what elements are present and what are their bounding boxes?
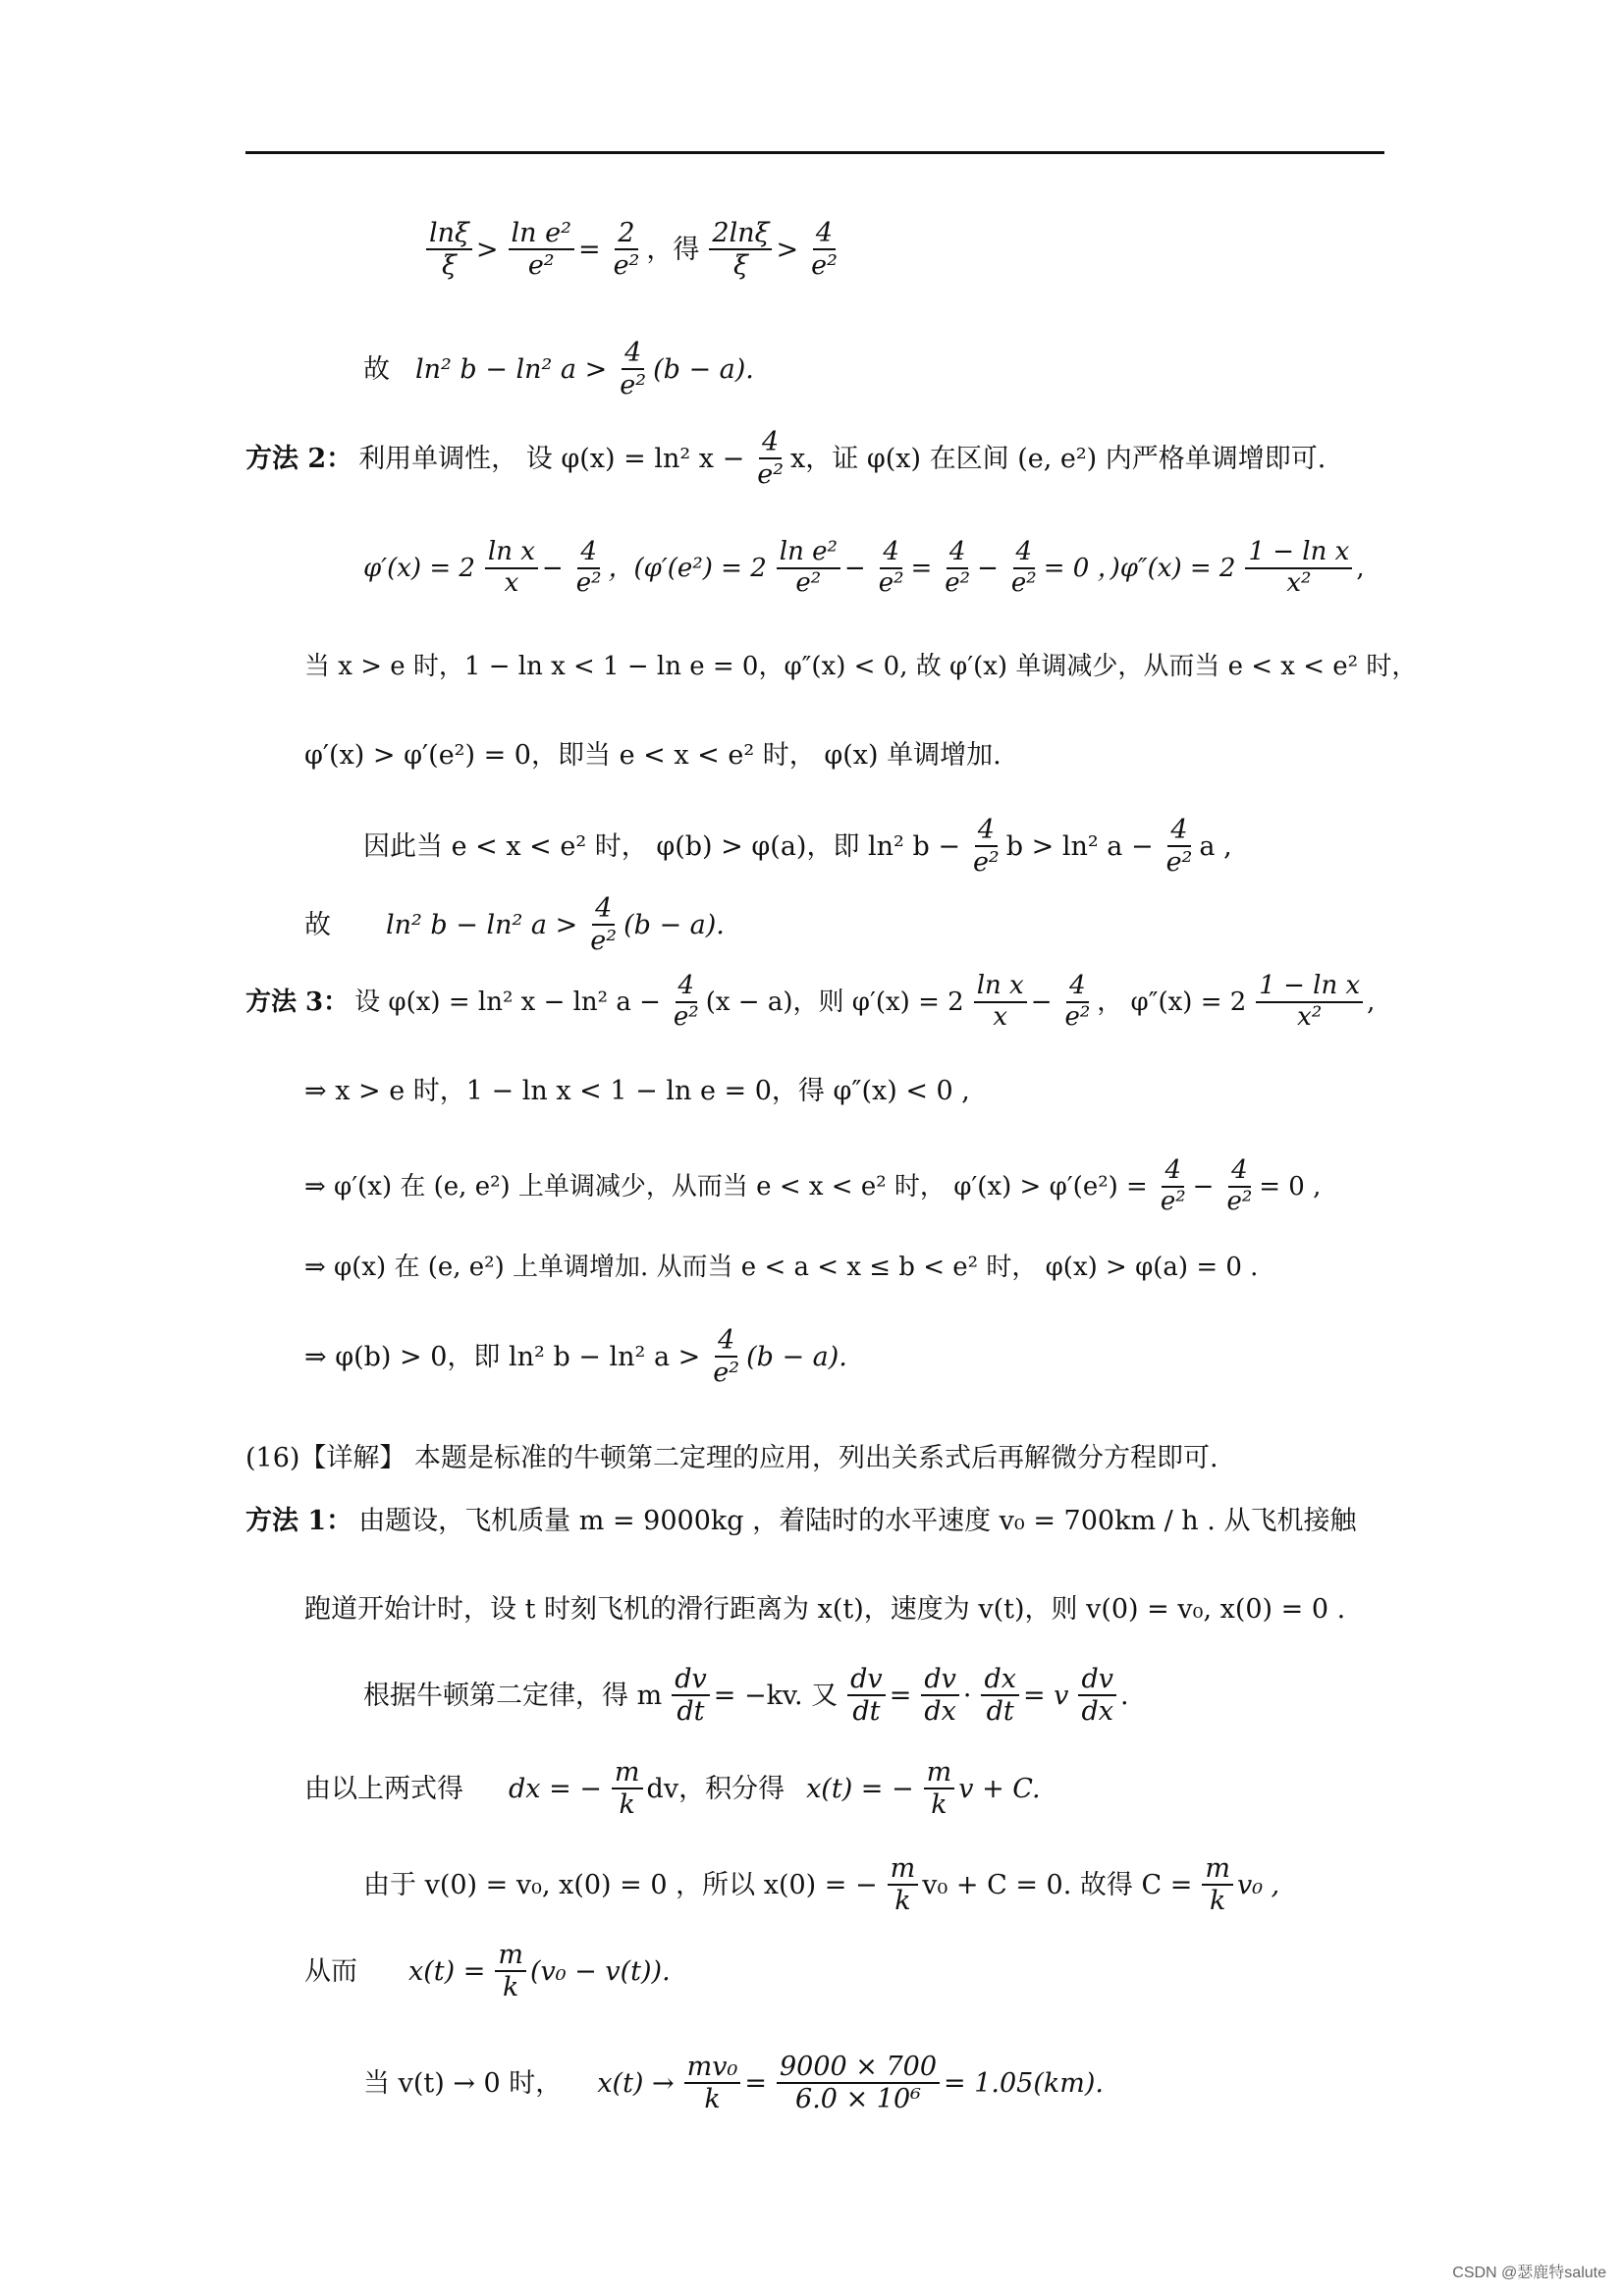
line-16: 跑道开始计时，设 t 时刻飞机的滑行距离为 x(t)，速度为 v(t)，则 v(0) = v₀, x(0) = 0 . (304, 1594, 1346, 1625)
fraction: $\frac{m}{k}$ (1202, 1853, 1233, 1916)
fraction: $\frac{dv}{dx}$ (921, 1664, 959, 1727)
fraction: $\frac{m}{k}$ (495, 1940, 526, 2002)
fraction: $\frac{4}{\text{e²}}$ (945, 537, 971, 598)
fraction: $\frac{dv}{dt}$ (672, 1664, 710, 1727)
fraction: $\frac{dv}{dx}$ (1078, 1664, 1116, 1727)
line-8: 故 ln² b − ln² a > $\frac{4}{\text{e²}}$ (b − a). (304, 893, 725, 957)
line-11: ⇒ φ′(x) 在 (e, e²) 上单调减少，从而当 e < x < e² 时， φ′(x) > φ′(e²) = $\frac{4}{\text{e²}}$ − $\frac{4}{\text{e²}}$ = 0 , (304, 1155, 1322, 1216)
line-21: 当 v(t) → 0 时， x(t) → $\frac{\text{mv₀}}{k}$ = $\frac{9000 \times 700}{\text{6.0 × 10⁶}}$ = 1.05(km). (363, 2052, 1104, 2115)
method-label: 方法 1： (245, 1506, 353, 1536)
fraction: $\frac{4}{\text{e²}}$ (878, 537, 904, 598)
fraction: $\frac{4}{\text{e²}}$ (1064, 971, 1091, 1032)
fraction: $\frac{\text{mv₀}}{k}$ (684, 2052, 741, 2114)
line-1: $\frac{\ln\xi}{\xi}$ > $\frac{\text{ln e²}}{\text{e²}}$ = $\frac{2}{\text{e²}}$ ，得 $\frac{2\ln\xi}{\xi}$ > $\frac{4}{\text{e²}}$ (422, 218, 844, 281)
line-7: 因此当 e < x < e² 时， φ(b) > φ(a)，即 ln² b − $\frac{4}{\text{e²}}$ b > ln² a − $\frac{4}{\text{e²}}$ a , (363, 815, 1232, 879)
fraction: $\frac{4}{\text{e²}}$ (713, 1325, 740, 1389)
fraction: $\frac{\text{1 − ln x}}{\text{x²}}$ (1245, 538, 1352, 599)
line-9: 方法 3： 设 φ(x) = ln² x − ln² a − $\frac{4}{\text{e²}}$ (x − a)，则 φ′(x) = 2 $\frac{\text{ln x}}{x}$ − $\frac{4}{\text{e²}}$ ， φ″(x) = 2 $\frac{\text{1 − ln x}}{\text{x²}}$ , (245, 971, 1376, 1032)
line-10: ⇒ x > e 时，1 − ln x < 1 − ln e = 0，得 φ″(x) < 0 , (304, 1076, 970, 1106)
fraction: $\frac{4}{\text{e²}}$ (1010, 537, 1037, 598)
fraction: $\frac{m}{k}$ (924, 1757, 955, 1820)
line-12: ⇒ φ(x) 在 (e, e²) 上单调增加. 从而当 e < a < x ≤ b < e² 时， φ(x) > φ(a) = 0 . (304, 1253, 1259, 1282)
fraction: $\frac{\text{ln x}}{x}$ (485, 538, 538, 599)
fraction: $\frac{\text{1 − ln x}}{\text{x²}}$ (1256, 972, 1363, 1033)
fraction: $\frac{9000 \times 700}{\text{6.0 × 10⁶}}$ (777, 2052, 940, 2114)
fraction: $\frac{dv}{dt}$ (847, 1664, 886, 1727)
line-18: 由以上两式得 dx = − $\frac{m}{k}$ dv，积分得 x(t) = − $\frac{m}{k}$ v + C. (304, 1757, 1041, 1821)
line-17: 根据牛顿第二定律，得 m $\frac{dv}{dt}$ = −kv. 又 $\frac{dv}{dt}$ = $\frac{dv}{dx}$ · $\frac{dx}{dt}$ = v $\frac{dv}{dx}$ . (363, 1664, 1129, 1728)
fraction: $\frac{4}{\text{e²}}$ (1160, 1155, 1186, 1216)
line-15: 方法 1： 由题设，飞机质量 m = 9000kg ，着陆时的水平速度 v₀ = 700km / h . 从飞机接触 (245, 1506, 1357, 1536)
line-14: (16)【详解】 本题是标准的牛顿第二定理的应用，列出关系式后再解微分方程即可. (245, 1443, 1218, 1473)
line-6: φ′(x) > φ′(e²) = 0，即当 e < x < e² 时， φ(x) 单调增加. (304, 740, 1001, 771)
header-rule (245, 151, 1384, 154)
fraction: $\frac{\text{ln x}}{x}$ (974, 972, 1027, 1033)
line-20: 从而 x(t) = $\frac{m}{k}$ (v₀ − v(t)). (304, 1940, 671, 2003)
fraction: $\frac{m}{k}$ (612, 1757, 643, 1820)
line-5: 当 x > e 时，1 − ln x < 1 − ln e = 0，φ″(x) < 0, 故 φ′(x) 单调减少，从而当 e < x < e² 时， (304, 652, 1418, 681)
fraction: $\frac{4}{\text{e²}}$ (811, 218, 838, 282)
watermark: CSDN @瑟鹿特salute (1452, 2265, 1606, 2281)
line-4: φ′(x) = 2 $\frac{\text{ln x}}{x}$ − $\frac{4}{\text{e²}}$ ，(φ′(e²) = 2 $\frac{\text{ln e²}}{\text{e²}}$ − $\frac{4}{\text{e²}}$ = $\frac{4}{\text{e²}}$ − $\frac{4}{\text{e²}}$ = 0 ，)φ″(x) = 2 $\frac{\text{1 − ln x}}{\text{x²}}$ , (363, 537, 1365, 598)
fraction: $\frac{\text{ln e²}}{\text{e²}}$ (509, 218, 574, 281)
fraction: $\frac{m}{k}$ (888, 1853, 919, 1916)
fraction: $\frac{4}{\text{e²}}$ (972, 815, 1000, 879)
fraction: $\frac{4}{\text{e²}}$ (1226, 1155, 1253, 1216)
fraction: $\frac{4}{\text{e²}}$ (673, 971, 699, 1032)
method-label: 方法 2： (245, 443, 353, 474)
fraction: $\frac{4}{\text{e²}}$ (1165, 815, 1193, 879)
fraction: $\frac{4}{\text{e²}}$ (757, 427, 785, 491)
method-label: 方法 3： (245, 987, 350, 1017)
fraction: $\frac{2\ln\xi}{\xi}$ (709, 218, 772, 281)
line-3: 方法 2： 利用单调性， 设 φ(x) = ln² x − $\frac{4}{\text{e²}}$ x，证 φ(x) 在区间 (e, e²) 内严格单调增即可. (245, 427, 1326, 491)
fraction: $\frac{2}{\text{e²}}$ (613, 218, 640, 282)
fraction: $\frac{dx}{dt}$ (981, 1664, 1019, 1727)
line-13: ⇒ φ(b) > 0，即 ln² b − ln² a > $\frac{4}{\text{e²}}$ (b − a). (304, 1325, 847, 1389)
fraction: $\frac{4}{\text{e²}}$ (590, 893, 618, 957)
fraction: $\frac{\ln\xi}{\xi}$ (426, 218, 472, 281)
fraction: $\frac{\text{ln e²}}{\text{e²}}$ (777, 538, 840, 599)
fraction: $\frac{4}{\text{e²}}$ (620, 338, 647, 401)
fraction: $\frac{4}{\text{e²}}$ (575, 537, 602, 598)
line-19: 由于 v(0) = v₀, x(0) = 0 ，所以 x(0) = − $\frac{m}{k}$ v₀ + C = 0. 故得 C = $\frac{m}{k}$ v₀ , (363, 1853, 1280, 1917)
line-2: 故 ln² b − ln² a > $\frac{4}{\text{e²}}$ (b − a). (363, 338, 754, 401)
